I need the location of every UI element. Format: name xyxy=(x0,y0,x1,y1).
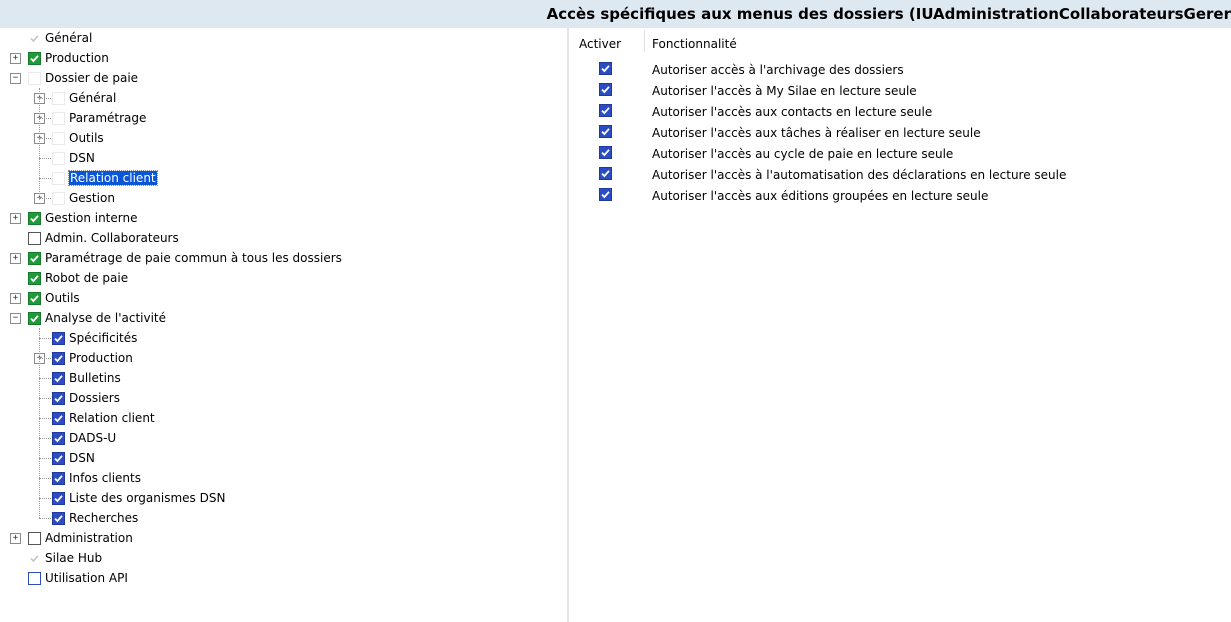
tree-item-label[interactable]: Dossiers xyxy=(69,391,120,405)
features-grid-panel xyxy=(569,28,1231,622)
checkbox-checked[interactable] xyxy=(599,167,612,180)
feature-row[interactable] xyxy=(569,102,1231,122)
tree-connector xyxy=(39,378,53,379)
tree-item[interactable] xyxy=(28,568,128,588)
page-title: Accès spécifiques aux menus des dossiers (IUAdministrationCollaborateursGerer xyxy=(546,5,1231,23)
tree-item-label[interactable]: Paramétrage de paie commun à tous les dossiers xyxy=(45,251,342,265)
expand-icon[interactable]: + xyxy=(10,213,21,224)
expand-icon[interactable]: + xyxy=(10,53,21,64)
tree-item-label[interactable]: Paramétrage xyxy=(69,111,147,125)
feature-row[interactable] xyxy=(569,165,1231,185)
expand-icon[interactable]: + xyxy=(34,193,45,204)
tree-item-label[interactable]: Spécificités xyxy=(69,331,138,345)
checkbox-checked[interactable] xyxy=(599,104,612,117)
tree-item-label[interactable]: Recherches xyxy=(69,511,139,525)
column-header-fonctionnalite[interactable]: Fonctionnalité xyxy=(652,37,737,51)
checkbox-checked[interactable] xyxy=(28,252,41,265)
tree-item[interactable] xyxy=(52,488,225,508)
tree-connector xyxy=(39,178,53,179)
tree-item[interactable] xyxy=(28,48,109,68)
tree-item[interactable] xyxy=(28,248,342,268)
expand-icon[interactable]: + xyxy=(34,113,45,124)
tree-item[interactable] xyxy=(52,368,121,388)
tree-item[interactable] xyxy=(28,268,128,288)
column-separator[interactable] xyxy=(644,30,645,52)
checkbox-checked[interactable] xyxy=(52,372,65,385)
tree-item[interactable] xyxy=(52,428,116,448)
tree-item-label[interactable]: Relation client xyxy=(70,171,156,185)
checkbox-checked[interactable] xyxy=(52,432,65,445)
tree-item[interactable] xyxy=(28,228,179,248)
tree-item[interactable] xyxy=(52,88,116,108)
checkbox-unchecked[interactable] xyxy=(52,112,65,125)
checkbox-checked[interactable] xyxy=(28,212,41,225)
tree-connector xyxy=(39,478,53,479)
tree-item-label[interactable]: Silae Hub xyxy=(45,551,103,565)
tree-item[interactable] xyxy=(28,208,137,228)
tree-item[interactable] xyxy=(52,168,157,188)
checkbox-checked[interactable] xyxy=(52,352,65,365)
checkbox-unchecked[interactable] xyxy=(28,572,41,585)
checkbox-checked[interactable] xyxy=(599,188,612,201)
tree-item-label[interactable]: Analyse de l'activité xyxy=(45,311,167,325)
checkbox-checked[interactable] xyxy=(52,452,65,465)
checkbox-unchecked[interactable] xyxy=(52,172,65,185)
expand-icon[interactable]: + xyxy=(10,293,21,304)
tree-item-label[interactable]: Gestion xyxy=(69,191,115,205)
feature-label: Autoriser l'accès aux éditions groupées en lecture seule xyxy=(652,189,989,203)
tree-item-label[interactable]: DSN xyxy=(69,151,95,165)
tree-item[interactable] xyxy=(52,408,155,428)
tree-connector xyxy=(39,138,53,139)
tree-item-label[interactable]: Administration xyxy=(45,531,133,545)
checkbox-unchecked[interactable] xyxy=(28,532,41,545)
tree-connector xyxy=(39,518,53,519)
checkbox-disabled[interactable] xyxy=(28,552,41,565)
feature-row[interactable] xyxy=(569,123,1231,143)
checkbox-checked[interactable] xyxy=(28,272,41,285)
tree-item-label[interactable]: DADS-U xyxy=(69,431,117,445)
feature-row[interactable] xyxy=(569,60,1231,80)
expand-icon[interactable]: + xyxy=(34,133,45,144)
checkbox-checked[interactable] xyxy=(52,512,65,525)
tree-item[interactable] xyxy=(28,308,166,328)
feature-row[interactable] xyxy=(569,186,1231,206)
tree-item[interactable] xyxy=(52,108,146,128)
tree-item-label[interactable]: Infos clients xyxy=(69,471,141,485)
menu-tree-panel xyxy=(0,28,567,622)
tree-item-label[interactable]: Général xyxy=(69,91,117,105)
tree-item[interactable] xyxy=(52,508,138,528)
checkbox-checked[interactable] xyxy=(52,472,65,485)
tree-connector xyxy=(39,98,53,99)
tree-connector xyxy=(39,418,53,419)
tree-item-label[interactable]: Gestion interne xyxy=(45,211,138,225)
tree-connector xyxy=(39,338,53,339)
tree-item[interactable] xyxy=(52,188,115,208)
tree-connector xyxy=(39,88,40,198)
checkbox-unchecked[interactable] xyxy=(28,232,41,245)
tree-item[interactable] xyxy=(52,348,133,368)
tree-item[interactable] xyxy=(52,148,95,168)
tree-connector xyxy=(39,158,53,159)
tree-connector xyxy=(39,358,53,359)
tree-connector xyxy=(39,438,53,439)
checkbox-unchecked[interactable] xyxy=(52,192,65,205)
column-header-activer[interactable]: Activer xyxy=(579,37,622,51)
expand-icon[interactable]: + xyxy=(34,353,45,364)
feature-row[interactable] xyxy=(569,81,1231,101)
tree-item-label[interactable]: Outils xyxy=(45,291,80,305)
tree-item[interactable] xyxy=(52,468,141,488)
checkbox-checked[interactable] xyxy=(52,412,65,425)
feature-row[interactable] xyxy=(569,144,1231,164)
tree-item-label[interactable]: Admin. Collaborateurs xyxy=(45,231,179,245)
tree-item-label[interactable]: Liste des organismes DSN xyxy=(69,491,226,505)
checkbox-checked[interactable] xyxy=(599,146,612,159)
tree-item-label[interactable]: Utilisation API xyxy=(45,571,128,585)
expand-icon[interactable]: + xyxy=(10,533,21,544)
tree-item-label[interactable]: Dossier de paie xyxy=(45,71,139,85)
checkbox-checked[interactable] xyxy=(599,83,612,96)
checkbox-checked[interactable] xyxy=(52,332,65,345)
feature-label: Autoriser accès à l'archivage des dossiers xyxy=(652,63,904,77)
checkbox-checked[interactable] xyxy=(28,52,41,65)
checkbox-unchecked[interactable] xyxy=(52,152,65,165)
tree-item-label[interactable]: Production xyxy=(69,351,133,365)
header-bar xyxy=(0,0,1231,28)
tree-connector xyxy=(39,458,53,459)
collapse-icon[interactable]: − xyxy=(10,73,21,84)
feature-label: Autoriser l'accès à My Silae en lecture seule xyxy=(652,84,917,98)
checkbox-disabled[interactable] xyxy=(28,32,41,45)
tree-item[interactable] xyxy=(52,128,104,148)
tree-item-label[interactable]: Général xyxy=(45,31,93,45)
collapse-icon[interactable]: − xyxy=(10,313,21,324)
feature-label: Autoriser l'accès au cycle de paie en lecture seule xyxy=(652,147,954,161)
tree-item-label[interactable]: Production xyxy=(45,51,109,65)
checkbox-unchecked[interactable] xyxy=(28,72,41,85)
tree-item-label[interactable]: Relation client xyxy=(69,411,155,425)
tree-item-label[interactable]: Outils xyxy=(69,131,104,145)
checkbox-unchecked[interactable] xyxy=(52,132,65,145)
tree-item-label[interactable]: DSN xyxy=(69,451,95,465)
tree-connector xyxy=(39,498,53,499)
tree-connector xyxy=(39,198,53,199)
tree-item[interactable] xyxy=(28,528,133,548)
feature-label: Autoriser l'accès à l'automatisation des déclarations en lecture seule xyxy=(652,168,1067,182)
tree-item[interactable] xyxy=(28,288,80,308)
tree-item[interactable] xyxy=(28,68,138,88)
tree-connector xyxy=(39,398,53,399)
tree-item[interactable] xyxy=(28,548,102,568)
tree-item[interactable] xyxy=(52,448,95,468)
tree-item[interactable] xyxy=(52,388,120,408)
tree-item[interactable] xyxy=(52,328,137,348)
tree-item-label[interactable]: Robot de paie xyxy=(45,271,129,285)
checkbox-checked[interactable] xyxy=(52,392,65,405)
feature-label: Autoriser l'accès aux contacts en lecture seule xyxy=(652,105,933,119)
checkbox-unchecked[interactable] xyxy=(52,92,65,105)
tree-item-label[interactable]: Bulletins xyxy=(69,371,121,385)
tree-connector xyxy=(39,118,53,119)
checkbox-checked[interactable] xyxy=(599,62,612,75)
expand-icon[interactable]: + xyxy=(10,253,21,264)
checkbox-checked[interactable] xyxy=(599,125,612,138)
tree-connector xyxy=(39,328,40,518)
checkbox-checked[interactable] xyxy=(28,312,41,325)
feature-label: Autoriser l'accès aux tâches à réaliser en lecture seule xyxy=(652,126,981,140)
tree-item[interactable] xyxy=(28,28,92,48)
checkbox-checked[interactable] xyxy=(52,492,65,505)
expand-icon[interactable]: + xyxy=(34,93,45,104)
checkbox-checked[interactable] xyxy=(28,292,41,305)
